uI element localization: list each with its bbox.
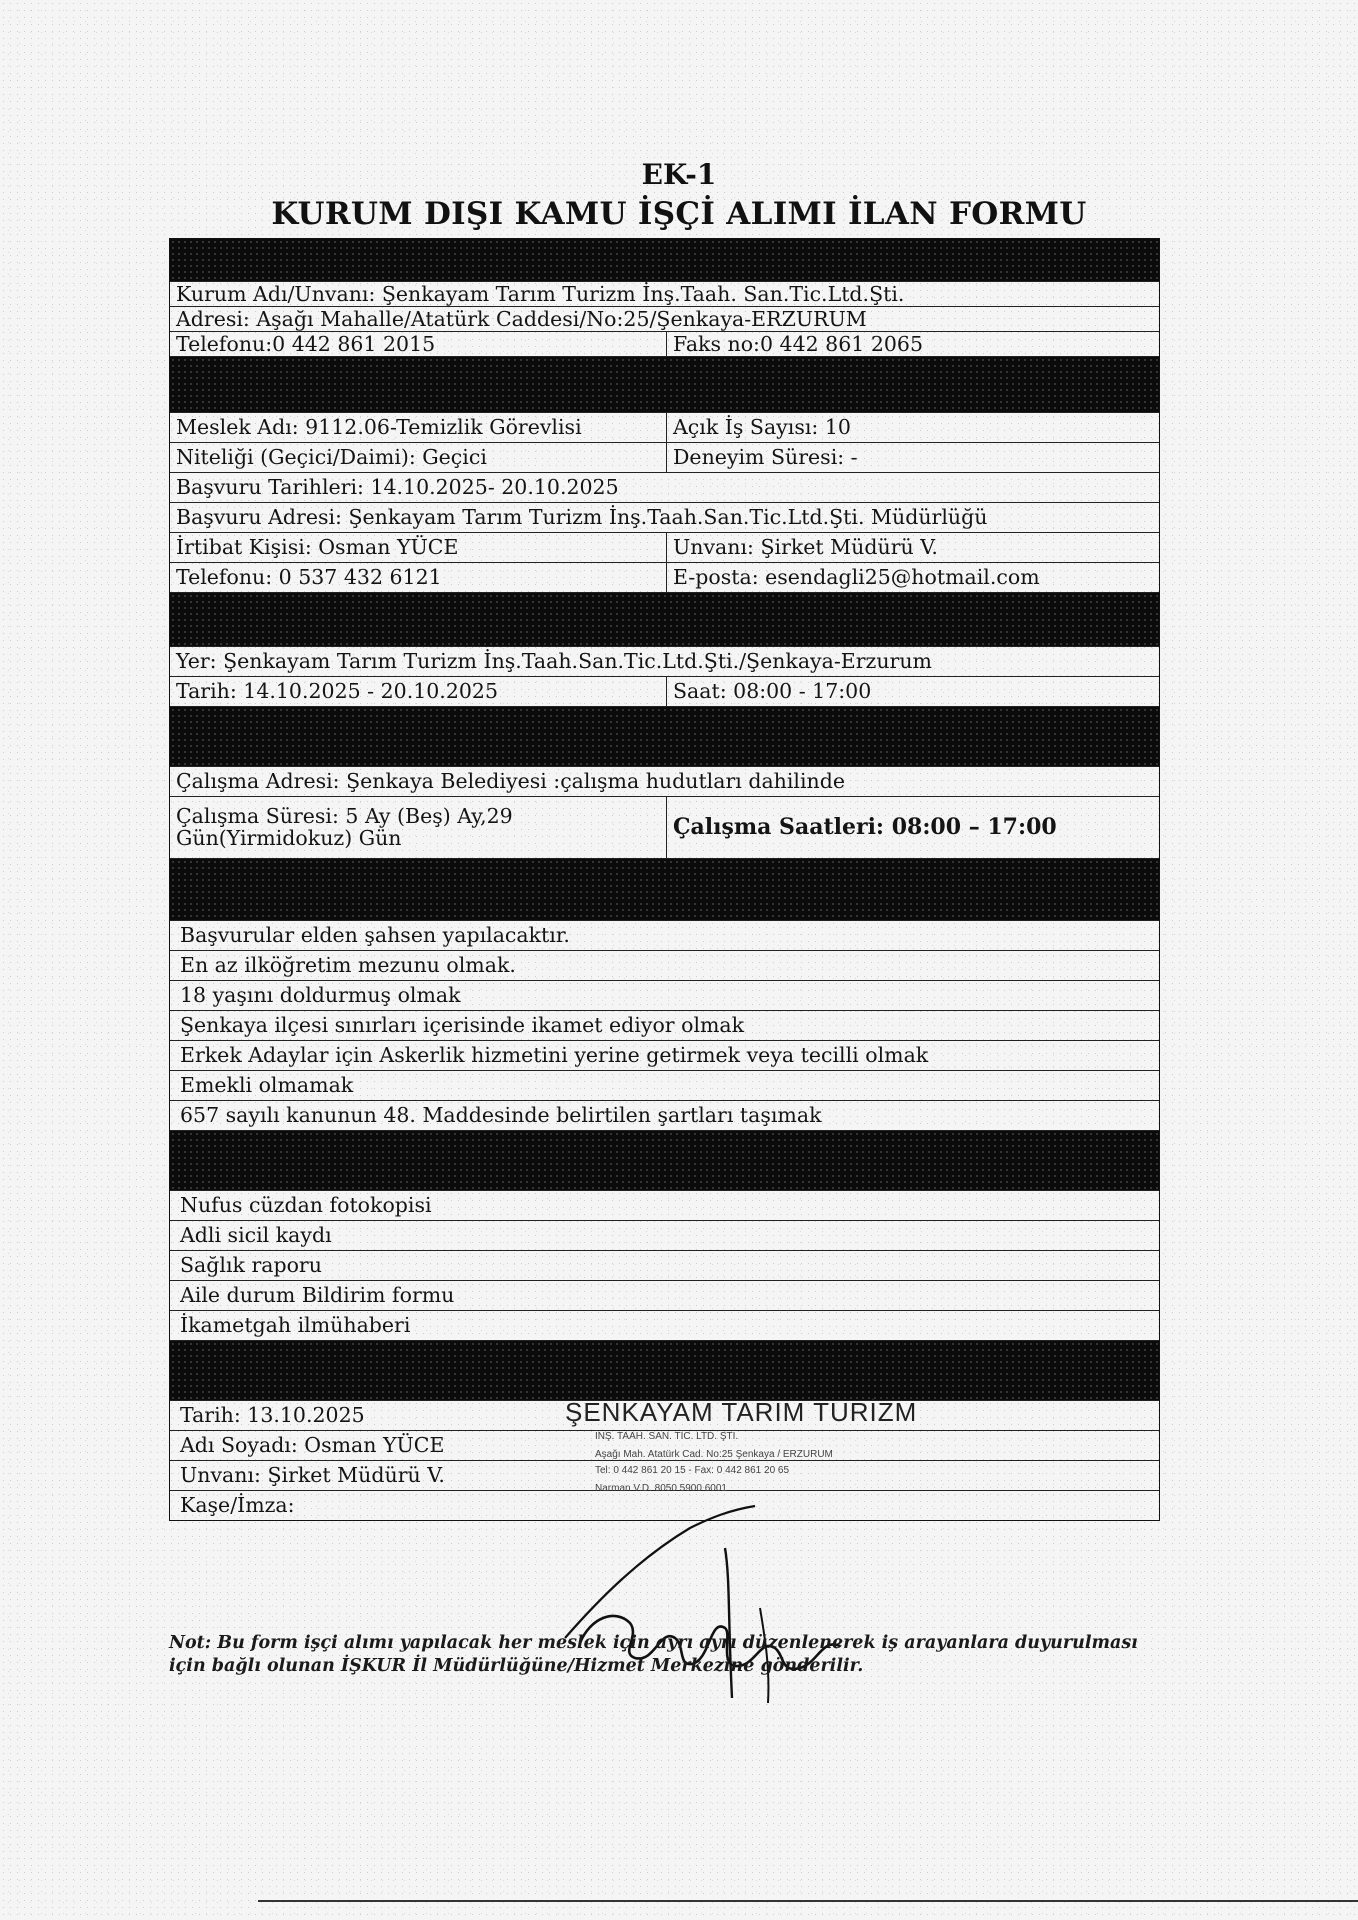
contact-phone-row [170, 562, 1159, 592]
list-item: Aile durum Bildirim formu [170, 1280, 1159, 1310]
contact-person: İrtibat Kişisi: Osman YÜCE [170, 533, 667, 562]
open-jobs: Açık İş Sayısı: 10 [673, 415, 851, 440]
signature-date: Tarih: 13.10.2025 [180, 1403, 365, 1428]
list-item: En az ilköğretim mezunu olmak. [170, 950, 1159, 980]
section-band-institution [170, 239, 1159, 281]
list-item: Sağlık raporu [170, 1250, 1159, 1280]
profession: Meslek Adı: 9112.06-Temizlik Görevlisi [170, 413, 667, 442]
stamp-company: ŞENKAYAM TARIM TURİZM [565, 1397, 918, 1427]
stamp-line: İNŞ. TAAH. SAN. TİC. LTD. ŞTİ. [595, 1431, 739, 1442]
section-band-signature [170, 1340, 1159, 1400]
profession-row [170, 412, 1159, 442]
section-band-position [170, 356, 1159, 412]
institution-address: Adresi: Aşağı Mahalle/Atatürk Caddesi/No:25/Şenkaya-ERZURUM [176, 307, 867, 331]
application-dates-row [170, 472, 1159, 502]
contact-email: E-posta: esendagli25@hotmail.com [673, 565, 1040, 590]
interview-place-row [170, 646, 1159, 676]
job-posting-form [169, 238, 1160, 1521]
institution-phone: Telefonu:0 442 861 2015 [170, 332, 667, 356]
contact-phone: Telefonu: 0 537 432 6121 [170, 563, 667, 592]
list-item: Erkek Adaylar için Askerlik hizmetini yerine getirmek veya tecilli olmak [170, 1040, 1159, 1070]
section-band-documents [170, 1130, 1159, 1190]
work-duration-row [170, 796, 1159, 858]
list-item: 657 sayılı kanunun 48. Maddesinde belirtilen şartları taşımak [170, 1100, 1159, 1130]
list-item: Şenkaya ilçesi sınırları içerisinde ikamet ediyor olmak [170, 1010, 1159, 1040]
application-address-row [170, 502, 1159, 532]
institution-address-row [170, 306, 1159, 331]
interview-date: Tarih: 14.10.2025 - 20.10.2025 [170, 677, 667, 706]
list-item: Nufus cüzdan fotokopisi [170, 1190, 1159, 1220]
signature-title-row [170, 1460, 1159, 1490]
institution-name: Kurum Adı/Unvanı: Şenkayam Tarım Turizm İnş.Taah. San.Tic.Ltd.Şti. [176, 282, 905, 306]
work-hours: Çalışma Saatleri: 08:00 – 17:00 [673, 814, 1057, 841]
application-address: Başvuru Adresi: Şenkayam Tarım Turizm İnş.Taah.San.Tic.Ltd.Şti. Müdürlüğü [176, 505, 988, 530]
signature-name-row [170, 1430, 1159, 1460]
signature-date-row [170, 1400, 1159, 1430]
bottom-rule [258, 1900, 1358, 1902]
stamp-line: Aşağı Mah. Atatürk Cad. No:25 Şenkaya / ERZURUM [595, 1449, 833, 1460]
signature-title: Unvanı: Şirket Müdürü V. [180, 1463, 445, 1488]
signature-name: Adı Soyadı: Osman YÜCE [180, 1433, 445, 1458]
list-item: 18 yaşını doldurmuş olmak [170, 980, 1159, 1010]
interview-date-row [170, 676, 1159, 706]
contact-title: Unvanı: Şirket Müdürü V. [673, 535, 938, 560]
work-address-row [170, 766, 1159, 796]
list-item: Emekli olmamak [170, 1070, 1159, 1100]
document-title: KURUM DIŞI KAMU İŞÇİ ALIMI İLAN FORMU [271, 196, 1087, 232]
job-nature: Niteliği (Geçici/Daimi): Geçici [170, 443, 667, 472]
list-item: İkametgah ilmühaberi [170, 1310, 1159, 1340]
section-band-interview [170, 592, 1159, 646]
stamp-line: Narman V.D. 8050 5900 6001 [595, 1483, 727, 1494]
institution-contact-row [170, 331, 1159, 356]
section-band-work [170, 706, 1159, 766]
nature-row [170, 442, 1159, 472]
interview-time: Saat: 08:00 - 17:00 [673, 679, 872, 704]
work-duration: Çalışma Süresi: 5 Ay (Beş) Ay,29 Gün(Yirmidokuz) Gün [170, 797, 667, 858]
list-item: Başvurular elden şahsen yapılacaktır. [170, 920, 1159, 950]
application-dates: Başvuru Tarihleri: 14.10.2025- 20.10.2025 [176, 475, 619, 500]
list-item: Adli sicil kaydı [170, 1220, 1159, 1250]
documents-list [170, 1190, 1159, 1340]
institution-fax: Faks no:0 442 861 2065 [673, 332, 923, 356]
contact-person-row [170, 532, 1159, 562]
institution-name-row [170, 281, 1159, 306]
footnote: Not: Bu form işçi alımı yapılacak her meslek için ayrı ayrı düzenlenerek iş arayanlara duyurulması için bağlı olunan İŞKUR İl Müdürlüğüne/Hizmet Merkezine gönderilir. [169, 1633, 1138, 1676]
interview-place: Yer: Şenkayam Tarım Turizm İnş.Taah.San.Tic.Ltd.Şti./Şenkaya-Erzurum [176, 649, 932, 674]
document-code: EK-1 [641, 158, 717, 191]
work-address: Çalışma Adresi: Şenkaya Belediyesi :çalışma hudutları dahilinde [176, 769, 846, 794]
section-band-requirements [170, 858, 1159, 920]
signature-seal-label: Kaşe/İmza: [180, 1493, 295, 1518]
experience: Deneyim Süresi: - [673, 445, 858, 470]
stamp-line: Tel: 0 442 861 20 15 - Fax: 0 442 861 20 65 [595, 1465, 790, 1476]
requirements-list [170, 920, 1159, 1130]
